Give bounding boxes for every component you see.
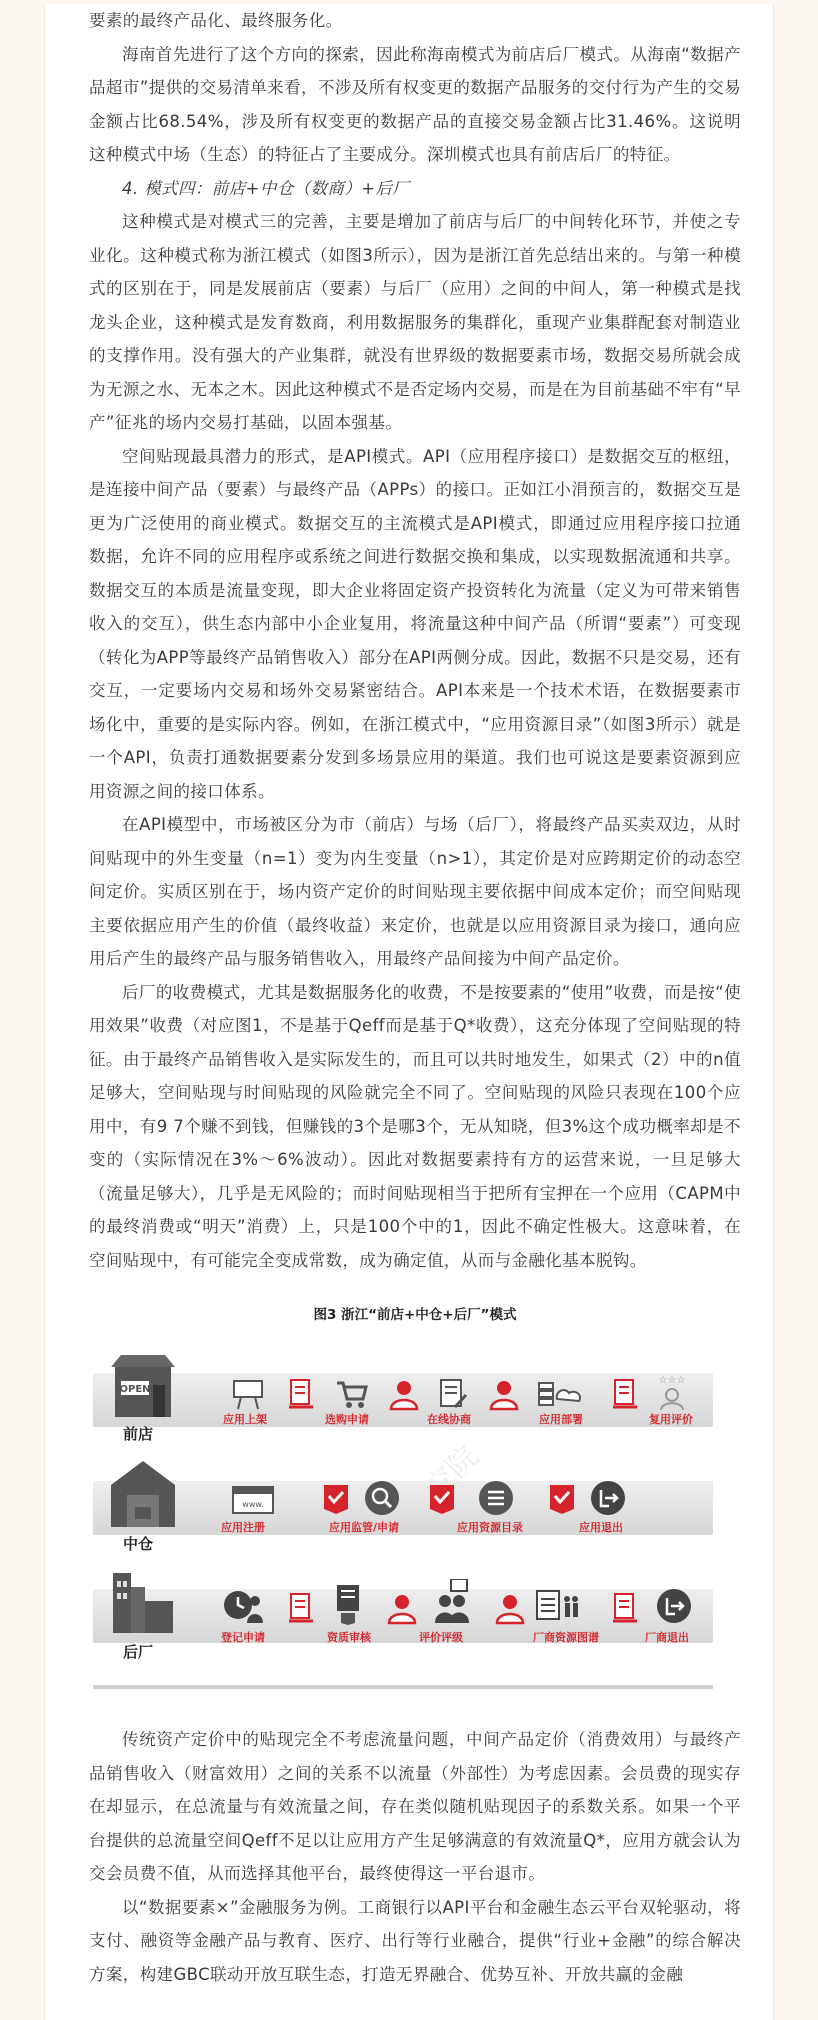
exit-icon	[655, 1587, 693, 1625]
board-icon	[231, 1377, 265, 1411]
article-page	[44, 4, 774, 2020]
paragraph: 以“数据要素×”金融服务为例。工商银行以API平台和金融生态云平台双轮驱动，将支付、融资等金融产品与教育、医疗、出行等行业融合，提供“行业+金融”的综合解决方案，构建GBC联动开放互联生态，打造无界融合、优势互补、开放共赢的金融	[89, 1897, 741, 1984]
step-label: 资质审核	[327, 1631, 371, 1644]
exit-icon	[589, 1479, 627, 1517]
step-label: 应用注册	[221, 1521, 265, 1534]
factory-icon	[111, 1567, 175, 1635]
check-doc-icon	[425, 1481, 459, 1515]
person-icon	[487, 1377, 521, 1411]
section-heading: 4. 模式四：前店+中仓（数商）+后厂	[122, 178, 410, 198]
lane-label-front-store: 前店	[123, 1425, 154, 1443]
search-icon	[363, 1479, 401, 1517]
doc-pen-icon	[285, 1377, 319, 1411]
person-icon	[385, 1591, 419, 1625]
step-label: 选购申请	[325, 1413, 369, 1426]
store-sign-text: OPEN	[119, 1384, 151, 1395]
step-label: 应用退出	[579, 1521, 623, 1534]
doc-people-icon	[535, 1587, 581, 1625]
svg-text:☆☆☆: ☆☆☆	[658, 1375, 686, 1386]
doc-pen-icon	[285, 1591, 319, 1625]
step-label: 应用资源目录	[457, 1521, 523, 1534]
cart-icon	[335, 1377, 369, 1411]
step-label: 应用部署	[539, 1413, 583, 1426]
doc-pen-icon	[609, 1377, 643, 1411]
store-icon	[111, 1355, 175, 1421]
warehouse-icon	[111, 1459, 175, 1529]
person-icon	[387, 1377, 421, 1411]
paragraph: 海南首先进行了这个方向的探索，因此称海南模式为前店后厂模式。从海南“数据产品超市”提供的交易清单来看，不涉及所有权变更的数据产品服务的交付行为产生的交易金额占比68.54%，涉及所有权变更的数据产品的直接交易金额占比31.46%。这说明这种模式中场（生态）的特征占了主要成分。深圳模式也具有前店后厂的特征。	[89, 44, 741, 164]
person-icon	[493, 1591, 527, 1625]
lane-label-back-factory: 后厂	[123, 1643, 154, 1661]
paragraph: 在API模型中，市场被区分为市（前店）与场（后厂），将最终产品买卖双边，从时间贴现中的外生变量（n=1）变为内生变量（n>1），其定价是对应跨期定价的动态空间定价。实质区别在于，场内资产定价的时间贴现主要依据中间成本定价；而空间贴现主要依据应用产生的价值（最终收益）来定价，也就是以应用资源目录为接口，通向应用后产生的最终产品与服务销售收入，用最终产品间接为中间产品定价。	[89, 815, 741, 968]
step-label: 厂商资源图谱	[533, 1631, 599, 1644]
browser-icon	[231, 1483, 275, 1517]
svg-text:www.: www.	[242, 1500, 264, 1509]
star-person-icon	[655, 1373, 689, 1407]
lane-label-middle-warehouse: 中仓	[123, 1535, 154, 1553]
group-icon	[433, 1579, 473, 1625]
doc-pen-icon	[609, 1591, 643, 1625]
step-label: 应用上架	[223, 1413, 267, 1426]
paragraph: 传统资产定价中的贴现完全不考虑流量问题，中间产品定价（消费效用）与最终产品销售收入（财富效用）之间的关系不以流量（外部性）为考虑因素。会员费的现实存在却显示，在总流量与有效流量之间，存在类似随机贴现因子的系数关系。如果一个平台提供的总流量空间Qeff不足以让应用方产生足够满意的有效流量Q*，应用方就会认为交会员费不值，从而选择其他平台，最终使得这一平台退市。	[89, 1730, 741, 1883]
list-icon	[477, 1479, 515, 1517]
step-label: 应用监管/申请	[329, 1521, 400, 1534]
doc-stamp-icon	[331, 1583, 365, 1625]
step-label: 登记申请	[221, 1631, 265, 1644]
step-label: 在线协商	[427, 1413, 471, 1426]
clock-person-icon	[223, 1587, 263, 1625]
figure-zhejiang-model	[89, 1349, 717, 1701]
figure-title: 图3 浙江“前店+中仓+后厂”模式	[313, 1307, 517, 1323]
server-cloud-icon	[535, 1377, 585, 1411]
figure-bottom-rule	[93, 1685, 713, 1689]
step-label: 评价评级	[419, 1631, 463, 1644]
paragraph: 空间贴现最具潜力的形式，是API模式。API（应用程序接口）是数据交互的枢纽，是连接中间产品（要素）与最终产品（APPs）的接口。正如江小涓预言的，数据交互是更为广泛使用的商业模式。数据交互的主流模式是API模式，即通过应用程序接口拉通数据，允许不同的应用程序或系统之间进行数据交换和集成，以实现数据流通和共享。数据交互的本质是流量变现，即大企业将固定资产投资转化为流量（定义为可带来销售收入的交互），供生态内部中小企业复用，将流量这种中间产品（所谓“要素”）可变现（转化为APP等最终产品销售收入）部分在API两侧分成。因此，数据不只是交易，还有交互，一定要场内交易和场外交易紧密结合。API本来是一个技术术语，在数据要素市场化中，重要的是实际内容。例如，在浙江模式中，“应用资源目录”（如图3所示）就是一个API，负责打通数据要素分发到多场景应用的渠道。我们也可说这是要素资源到应用资源之间的接口体系。	[89, 446, 742, 801]
check-doc-icon	[545, 1481, 579, 1515]
paragraph: 这种模式是对模式三的完善，主要是增加了前店与后厂的中间转化环节，并使之专业化。这种模式称为浙江模式（如图3所示），因为是浙江首先总结出来的。与第一种模式的区别在于，同是发展前店（要素）与后厂（应用）之间的中间人，第一种模式是找龙头企业，这种模式是发育数商，利用数据服务的集群化，重现产业集群配套对制造业的支撑作用。没有强大的产业集群，就没有世界级的数据要素市场，数据交易所就会成为无源之水、无本之木。因此这种模式不是否定场内交易，而是在为目前基础不牢有“早产”征兆的场内交易打基础，以固本强基。	[89, 212, 741, 432]
contract-icon	[435, 1377, 469, 1411]
step-label: 复用评价	[649, 1413, 693, 1426]
check-doc-icon	[319, 1481, 353, 1515]
paragraph: 后厂的收费模式，尤其是数据服务化的收费，不是按要素的“使用”收费，而是按“使用效果”收费（对应图1，不是基于Qeff而是基于Q*收费），这充分体现了空间贴现的特征。由于最终产品销售收入是实际发生的，而且可以共时地发生，如果式（2）中的n值足够大，空间贴现与时间贴现的风险就完全不同了。空间贴现的风险只表现在100个应用中，有9 7个赚不到钱，但赚钱的3个是哪3个，无从知晓，但3%这个成功概率却是不变的（实际情况在3%～6%波动）。因此对数据要素持有方的运营来说，一旦足够大（流量足够大），几乎是无风险的；而时间贴现相当于把所有宝押在一个应用（CAPM中的最终消费或“明天”消费）上，只是100个中的1，因此不确定性极大。这意味着，在空间贴现中，有可能完全变成常数，成为确定值，从而与金融化基本脱钩。	[89, 982, 741, 1270]
step-label: 厂商退出	[645, 1631, 689, 1644]
paragraph: 要素的最终产品化、最终服务化。	[89, 11, 343, 30]
